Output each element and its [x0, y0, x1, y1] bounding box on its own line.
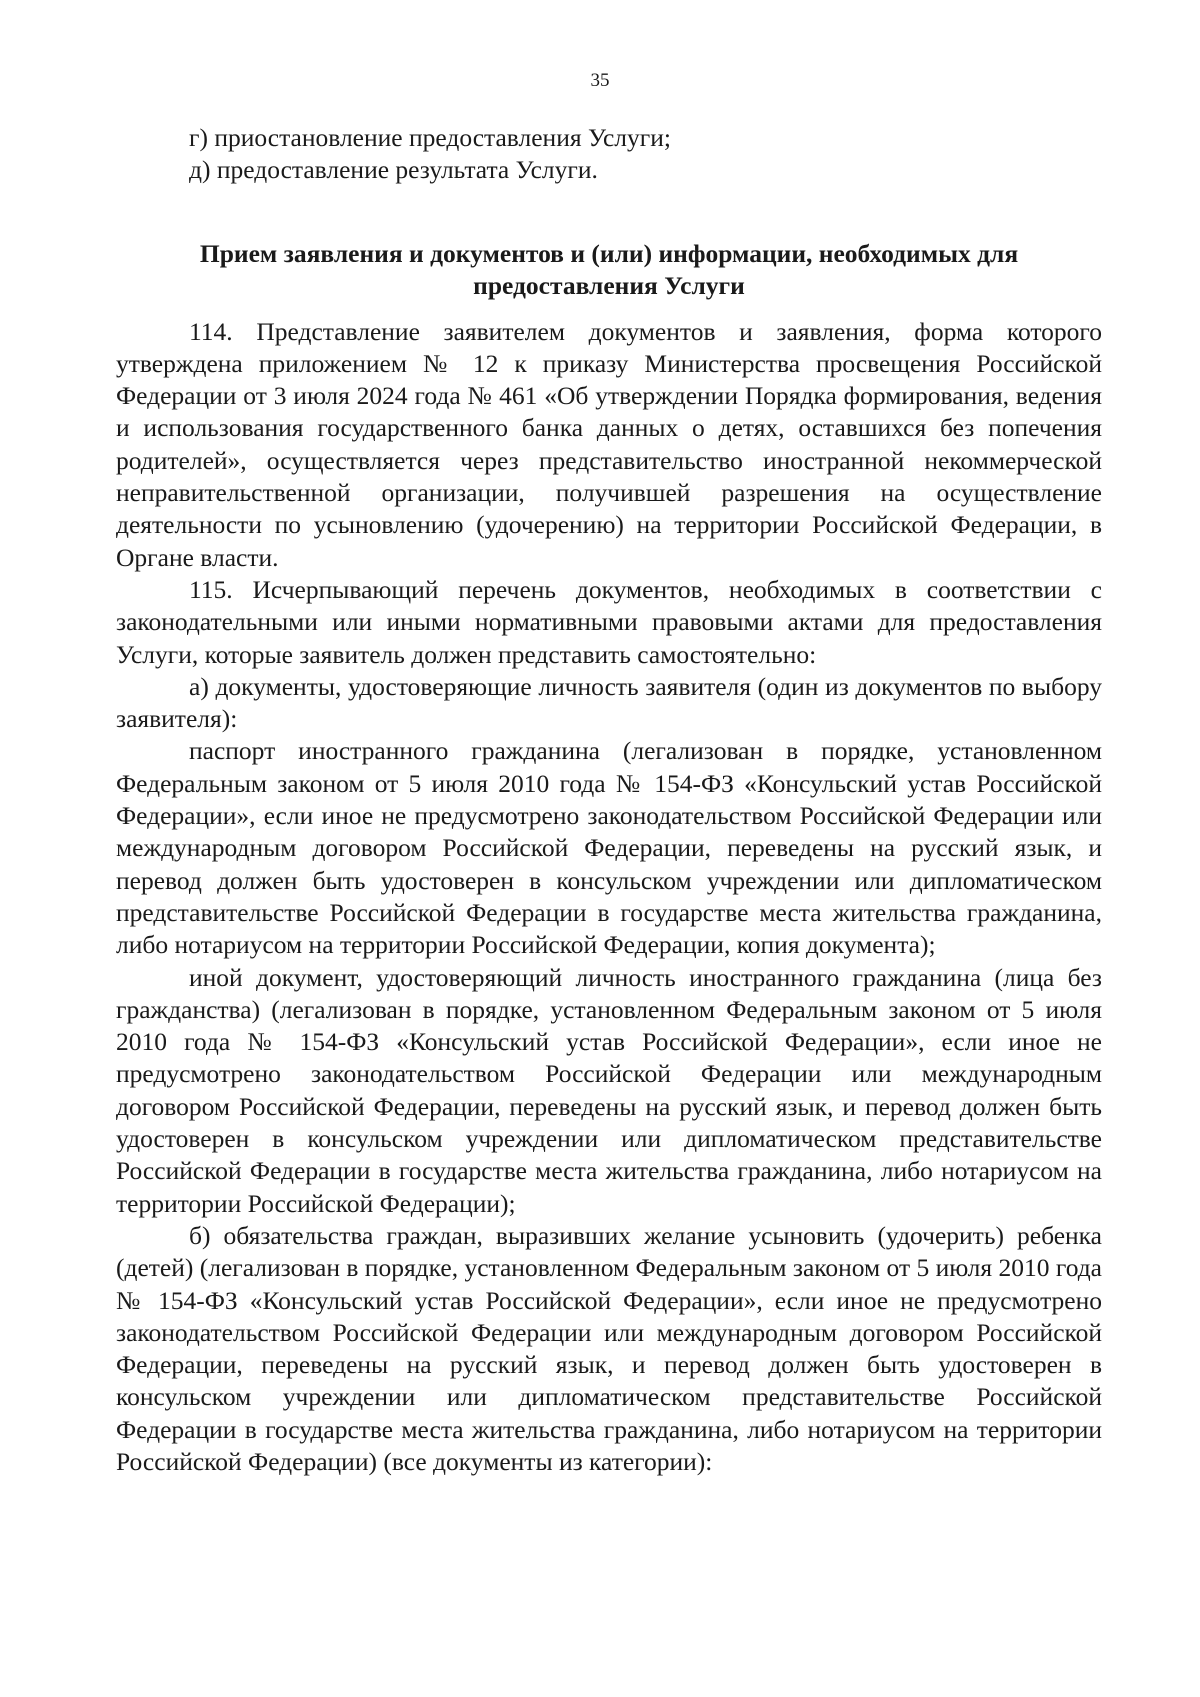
document-body [116, 122, 1102, 1478]
list-item-a: а) документы, удостоверяющие личность заявителя (один из документов по выбору заявителя): [116, 671, 1102, 734]
list-item-b: б) обязательства граждан, выразивших желание усыновить (удочерить) ребенка (детей) (легализован в порядке, установленном Федеральным законом от 5 июля 2010 года № 154-ФЗ «Консульский устав Российской Федерации», если иное не предусмотрено законодательством Российской Федерации или международным договором Российской Федерации, переведены на русский язык, и перевод должен быть удостоверен в консульском учреждении или дипломатическом представительстве Российской Федерации в государстве места жительства гражданина, либо нотариусом на территории Российской Федерации) (все документы из категории): [116, 1220, 1102, 1476]
list-item-g: г) приостановление предоставления Услуги; [189, 123, 671, 152]
paragraph-115: 115. Исчерпывающий перечень документов, необходимых в соответствии с законодательными или иными нормативными правовыми актами для предоставления Услуги, которые заявитель должен представить самостоятельно: [116, 574, 1102, 669]
paragraph-passport: паспорт иностранного гражданина (легализован в порядке, установленном Федеральным законом от 5 июля 2010 года № 154-ФЗ «Консульский устав Российской Федерации», если иное не предусмотрено законодательством Российской Федерации или международным договором Российской Федерации, переведены на русский язык, и перевод должен быть удостоверен в консульском учреждении или дипломатическом представительстве Российской Федерации в государстве места жительства гражданина, либо нотариусом на территории Российской Федерации, копия документа); [116, 736, 1102, 960]
page-number: 35 [590, 70, 610, 91]
section-heading-line-1: Прием заявления и документов и (или) информации, необходимых для [199, 238, 1019, 268]
list-item-d: д) предоставление результата Услуги. [189, 155, 598, 185]
section-heading [156, 238, 1062, 302]
paragraph-other-id-document: иной документ, удостоверяющий личность иностранного гражданина (лица без гражданства) (легализован в порядке, установленном Федеральным законом от 5 июля 2010 года № 154-ФЗ «Консульский устав Российской Федерации», если иное не предусмотрено законодательством Российской Федерации или международным договором Российской Федерации, переведены на русский язык, и перевод должен быть удостоверен в консульском учреждении или дипломатическом представительстве Российской Федерации в государстве места жительства гражданина, либо нотариусом на территории Российской Федерации); [116, 962, 1102, 1218]
paragraph-114: 114. Представление заявителем документов и заявления, форма которого утверждена приложением № 12 к приказу Министерства просвещения Российской Федерации от 3 июля 2024 года № 461 «Об утверждении Порядка формирования, ведения и использования государственного банка данных о детях, оставшихся без попечения родителей», осуществляется через представительство иностранной некоммерческой неправительственной организации, получившей разрешения на осуществление деятельности по усыновлению (удочерению) на территории Российской Федерации, в Органе власти. [116, 316, 1102, 572]
section-heading-line-2: предоставления Услуги [473, 270, 745, 300]
